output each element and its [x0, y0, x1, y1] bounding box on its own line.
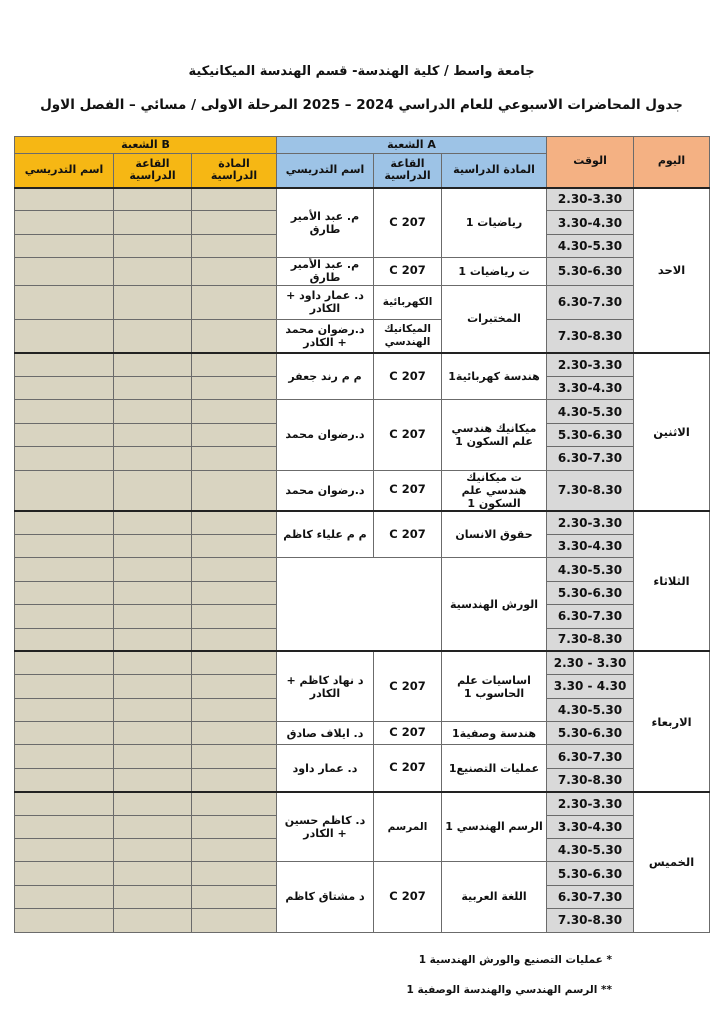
b-cell	[192, 319, 277, 353]
b-cell	[192, 376, 277, 399]
b-cell	[114, 745, 192, 768]
time-slot: 5.30-6.30	[547, 722, 634, 745]
b-cell	[15, 628, 114, 651]
b-cell	[192, 258, 277, 285]
time-slot: 6.30-7.30	[547, 447, 634, 470]
b-cell	[114, 511, 192, 534]
b-cell	[192, 862, 277, 885]
b-cell	[114, 447, 192, 470]
b-cell	[114, 628, 192, 651]
a-subject: الورش الهندسية	[442, 558, 547, 652]
time-slot: 5.30-6.30	[547, 581, 634, 604]
a-subject-header: المادة الدراسية	[442, 154, 547, 188]
b-cell	[192, 885, 277, 908]
a-subject: ت ميكانيك هندسي علم السكون 1	[442, 470, 547, 511]
table-row	[15, 319, 710, 353]
b-cell	[15, 745, 114, 768]
a-instructor: د.رضوان محمد	[277, 400, 374, 470]
b-instructor-header: اسم التدريسي	[15, 154, 114, 188]
a-instructor: د. عمار داود	[277, 745, 374, 792]
a-instructor: د.رضوان محمد	[277, 470, 374, 511]
b-cell	[192, 698, 277, 721]
b-cell	[15, 376, 114, 399]
a-subject: هندسة كهربائية1	[442, 353, 547, 400]
table-row	[15, 285, 710, 319]
b-cell	[114, 651, 192, 674]
a-subject: هندسة وصفية1	[442, 722, 547, 745]
time-slot: 5.30-6.30	[547, 423, 634, 446]
b-cell	[114, 211, 192, 234]
table-row	[15, 188, 710, 211]
a-instructor: د.رضوان محمد + الكادر	[277, 319, 374, 353]
b-cell	[15, 211, 114, 234]
b-cell	[114, 581, 192, 604]
b-cell	[192, 234, 277, 257]
a-subject: حقوق الانسان	[442, 511, 547, 558]
a-subject: اللغة العربية	[442, 862, 547, 932]
b-cell	[15, 558, 114, 581]
time-slot: 6.30-7.30	[547, 285, 634, 319]
a-instructor: م. عبد الأمير طارق	[277, 258, 374, 285]
a-room: C 207	[374, 353, 442, 400]
b-cell	[15, 447, 114, 470]
time-slot: 5.30-6.30	[547, 258, 634, 285]
b-cell	[15, 188, 114, 211]
time-slot: 3.30-4.30	[547, 815, 634, 838]
b-cell	[15, 234, 114, 257]
b-cell	[192, 470, 277, 511]
b-cell	[15, 605, 114, 628]
b-cell	[15, 470, 114, 511]
day-sunday: الاحد	[634, 188, 710, 354]
a-instructor-header: اسم التدريسي	[277, 154, 374, 188]
a-room: C 207	[374, 400, 442, 470]
time-slot: 5.30-6.30	[547, 862, 634, 885]
table-row	[15, 558, 710, 581]
time-slot: 4.30-5.30	[547, 558, 634, 581]
b-cell	[15, 768, 114, 791]
b-cell	[15, 839, 114, 862]
table-row	[15, 745, 710, 768]
time-slot: 2.30-3.30	[547, 188, 634, 211]
a-instructor: د مشتاق كاظم	[277, 862, 374, 932]
b-cell	[15, 675, 114, 698]
time-slot: 7.30-8.30	[547, 319, 634, 353]
day-thursday: الخميس	[634, 792, 710, 932]
time-slot: 7.30-8.30	[547, 628, 634, 651]
a-subject: المختبرات	[442, 285, 547, 353]
b-cell	[114, 285, 192, 319]
a-subject: الرسم الهندسي 1	[442, 792, 547, 862]
table-row	[15, 470, 710, 511]
a-instructor: م م رند جعفر	[277, 353, 374, 400]
footnote-1: * عمليات التصنيع والورش الهندسية 1	[418, 954, 612, 966]
b-cell	[192, 792, 277, 815]
b-cell	[192, 605, 277, 628]
b-cell	[114, 768, 192, 791]
b-cell	[114, 885, 192, 908]
time-slot: 4.30-5.30	[547, 234, 634, 257]
section-a-header: الشعبة A	[277, 137, 547, 154]
b-cell	[15, 511, 114, 534]
schedule-table	[14, 136, 710, 933]
a-subject: ت رياضيات 1	[442, 258, 547, 285]
time-slot: 2.30-3.30	[547, 511, 634, 534]
b-cell	[15, 815, 114, 838]
b-cell	[192, 768, 277, 791]
table-row	[15, 258, 710, 285]
time-slot: 3.30-4.30	[547, 211, 634, 234]
a-room: C 207	[374, 258, 442, 285]
b-cell	[192, 722, 277, 745]
b-subject-header: المادة الدراسية	[192, 154, 277, 188]
a-subject: اساسيات علم الحاسوب 1	[442, 651, 547, 721]
b-cell	[15, 581, 114, 604]
b-cell	[192, 285, 277, 319]
a-instructor: م. عبد الأمير طارق	[277, 188, 374, 258]
page-title: جامعة واسط / كلية الهندسة- قسم الهندسة الميكانيكية	[188, 64, 535, 79]
time-slot: 6.30-7.30	[547, 885, 634, 908]
day-wednesday: الاربعاء	[634, 651, 710, 791]
footnote-2: ** الرسم الهندسي والهندسة الوصفية 1	[406, 984, 612, 996]
b-cell	[114, 423, 192, 446]
time-slot: 7.30-8.30	[547, 470, 634, 511]
b-cell	[15, 885, 114, 908]
a-room: C 207	[374, 188, 442, 258]
a-room: C 207	[374, 470, 442, 511]
b-cell	[15, 862, 114, 885]
b-cell	[114, 722, 192, 745]
page-subtitle: جدول المحاضرات الاسبوعي للعام الدراسي 2024 – 2025 المرحلة الاولى / مسائي – الفصل الاول	[40, 97, 683, 113]
a-room-header: القاعة الدراسية	[374, 154, 442, 188]
b-cell	[192, 628, 277, 651]
day-monday: الاثنين	[634, 353, 710, 511]
a-room: C 207	[374, 862, 442, 932]
table-row	[15, 400, 710, 423]
b-cell	[15, 258, 114, 285]
b-room-header: القاعة الدراسية	[114, 154, 192, 188]
b-cell	[192, 651, 277, 674]
time-slot: 2.30-3.30	[547, 353, 634, 376]
b-cell	[192, 188, 277, 211]
b-cell	[114, 319, 192, 353]
b-cell	[114, 258, 192, 285]
b-cell	[192, 745, 277, 768]
a-subject: عمليات التصنيع1	[442, 745, 547, 792]
b-cell	[15, 285, 114, 319]
table-row	[15, 862, 710, 885]
b-cell	[192, 211, 277, 234]
a-room: C 207	[374, 511, 442, 558]
a-instructor-room-empty	[277, 558, 442, 652]
b-cell	[15, 722, 114, 745]
time-header: الوقت	[547, 137, 634, 188]
a-subject: ميكانيك هندسي علم السكون 1	[442, 400, 547, 470]
b-cell	[192, 558, 277, 581]
table-row	[15, 651, 710, 674]
b-cell	[15, 423, 114, 446]
b-cell	[15, 909, 114, 932]
b-cell	[192, 423, 277, 446]
a-room: الميكانيك الهندسي	[374, 319, 442, 353]
b-cell	[192, 839, 277, 862]
b-cell	[15, 319, 114, 353]
b-cell	[15, 651, 114, 674]
a-room: الكهربائية	[374, 285, 442, 319]
b-cell	[114, 400, 192, 423]
b-cell	[114, 534, 192, 557]
b-cell	[114, 675, 192, 698]
a-instructor: د. ايلاف صادق	[277, 722, 374, 745]
day-header: اليوم	[634, 137, 710, 188]
b-cell	[192, 581, 277, 604]
time-slot: 3.30-4.30	[547, 376, 634, 399]
a-room: C 207	[374, 745, 442, 792]
b-cell	[114, 376, 192, 399]
time-slot: 6.30-7.30	[547, 605, 634, 628]
b-cell	[192, 909, 277, 932]
b-cell	[192, 511, 277, 534]
a-instructor: د. عمار داود + الكادر	[277, 285, 374, 319]
b-cell	[15, 400, 114, 423]
b-cell	[114, 605, 192, 628]
a-instructor: د نهاد كاظم + الكادر	[277, 651, 374, 721]
table-row	[15, 792, 710, 815]
table-row	[15, 511, 710, 534]
b-cell	[192, 675, 277, 698]
b-cell	[15, 534, 114, 557]
b-cell	[114, 909, 192, 932]
b-cell	[15, 792, 114, 815]
b-cell	[192, 447, 277, 470]
time-slot: 7.30-8.30	[547, 909, 634, 932]
a-room: C 207	[374, 722, 442, 745]
b-cell	[192, 400, 277, 423]
header-row-1	[15, 137, 710, 154]
b-cell	[114, 862, 192, 885]
time-slot: 4.30-5.30	[547, 400, 634, 423]
time-slot: 7.30-8.30	[547, 768, 634, 791]
b-cell	[114, 792, 192, 815]
b-cell	[192, 815, 277, 838]
b-cell	[114, 353, 192, 376]
day-tuesday: الثلاثاء	[634, 511, 710, 651]
b-cell	[114, 558, 192, 581]
table-row	[15, 353, 710, 376]
b-cell	[114, 698, 192, 721]
time-slot: 3.30-4.30	[547, 534, 634, 557]
section-b-header: الشعبة B	[15, 137, 277, 154]
b-cell	[15, 353, 114, 376]
table-row	[15, 722, 710, 745]
time-slot: 4.30-5.30	[547, 698, 634, 721]
time-slot: 2.30 - 3.30	[547, 651, 634, 674]
time-slot: 4.30-5.30	[547, 839, 634, 862]
a-subject: رياضيات 1	[442, 188, 547, 258]
b-cell	[114, 188, 192, 211]
a-room: C 207	[374, 651, 442, 721]
a-instructor: د. كاظم حسين + الكادر	[277, 792, 374, 862]
b-cell	[114, 470, 192, 511]
time-slot: 6.30-7.30	[547, 745, 634, 768]
a-instructor: م م علياء كاظم	[277, 511, 374, 558]
a-room: المرسم	[374, 792, 442, 862]
b-cell	[192, 353, 277, 376]
b-cell	[114, 815, 192, 838]
b-cell	[114, 234, 192, 257]
b-cell	[192, 534, 277, 557]
b-cell	[15, 698, 114, 721]
time-slot: 3.30 - 4.30	[547, 675, 634, 698]
b-cell	[114, 839, 192, 862]
time-slot: 2.30-3.30	[547, 792, 634, 815]
